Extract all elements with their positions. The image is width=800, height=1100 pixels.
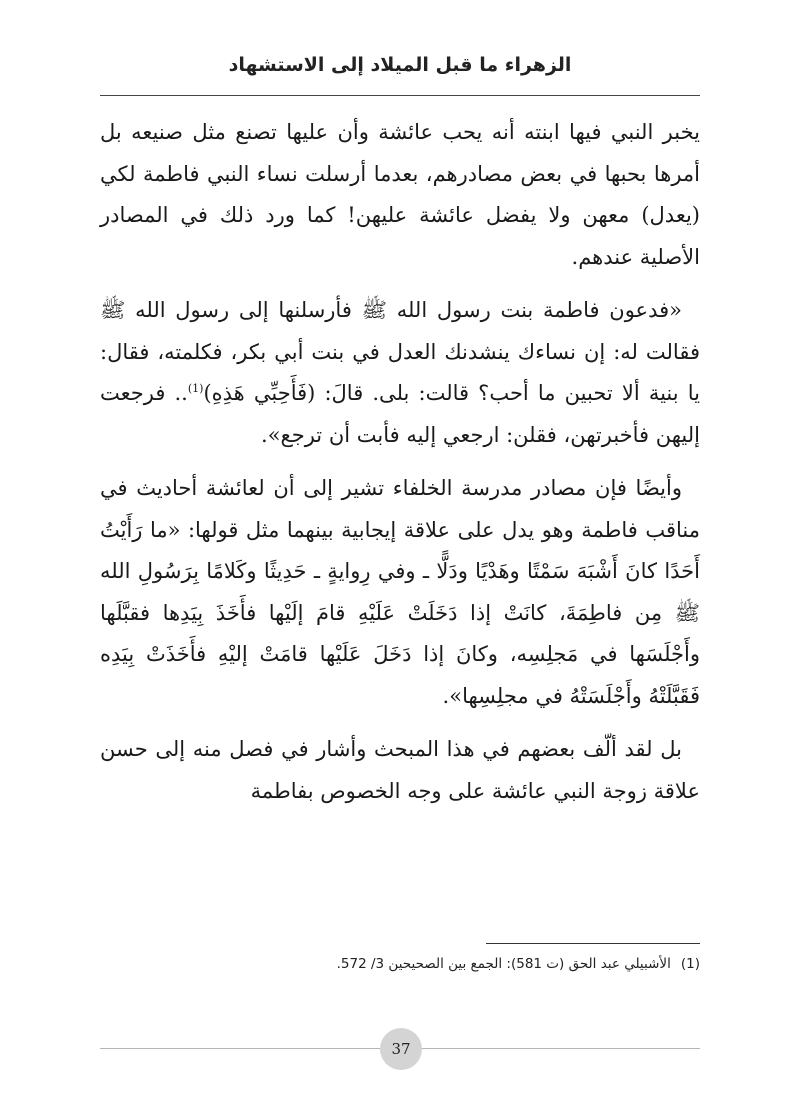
footnote-divider xyxy=(486,943,700,944)
main-text xyxy=(100,112,700,812)
footnote-number: (1) xyxy=(680,956,700,972)
paragraph-1: يخبر النبي فيها ابنته أنه يحب عائشة وأن عليها تصنع مثل صنيعه بل أمرها بحبها في بعض مصادرهم، بعدما أرسلت نساء النبي فاطمة لكي (يعدل) معهن ولا يفضل عائشة عليهن! كما ورد ذلك في المصادر الأصلية عندهم. xyxy=(100,120,700,269)
paragraph-4: بل لقد ألّف بعضهم في هذا المبحث وأشار في فصل منه إلى حسن علاقة زوجة النبي عائشة على وجه الخصوص بفاطمة xyxy=(100,737,700,803)
footnote-reference[interactable]: (1) xyxy=(187,382,204,395)
page-number: 37 xyxy=(391,1040,411,1058)
header-divider xyxy=(100,95,700,96)
paragraph-2-part-1: «فدعون فاطمة بنت رسول الله ﷺ فأرسلنها إلى رسول الله ﷺ فقالت له: إن نساءك ينشدنك العدل في بنت أبي بكر، فكلمته، فقال: يا بنية ألا تحبين ما أحب؟ قالت: بلى. قالَ: (فَأَحِبِّي هَذِهِ) xyxy=(100,298,700,405)
page-number-badge xyxy=(380,1028,422,1070)
paragraph-3: وأيضًا فإن مصادر مدرسة الخلفاء تشير إلى أن لعائشة أحاديث في مناقب فاطمة وهو يدل على علاقة إيجابية بينهما مثل قولها: «ما رَأَيْتُ أَحَدًا كانَ أَشْبَهَ سَمْتًا وهَدْيًا ودَلًّا ـ وفي رِوايةٍ ـ حَدِيثًا وكَلامًا بِرَسُولِ الله ﷺ مِن فاطِمَةَ، كانَتْ إذا دَخَلَتْ عَلَيْهِ قامَ إلَيْها فأَخَذَ بِيَدِها فقبَّلَها وأَجْلَسَها في مَجلِسِه، وكانَ إذا دَخَلَ عَلَيْها قامَتْ إليْهِ فأَخَذَتْ بِيَدِه فَقَبَّلَتْهُ وأَجْلَسَتْهُ في مجلِسِها». xyxy=(100,476,700,708)
footnote-text: الأشبيلي عبد الحق (ت 581): الجمع بين الصحيحين 3/ 572. xyxy=(336,956,671,972)
paragraph-2-part-2: .. فرجعت إليهن فأخبرتهن، فقلن: ارجعي إليه فأبت أن ترجع». xyxy=(100,381,700,447)
running-header: الزهراء ما قبل الميلاد إلى الاستشهاد xyxy=(228,54,572,76)
paragraph-2 xyxy=(100,290,700,456)
footnote xyxy=(100,952,700,976)
